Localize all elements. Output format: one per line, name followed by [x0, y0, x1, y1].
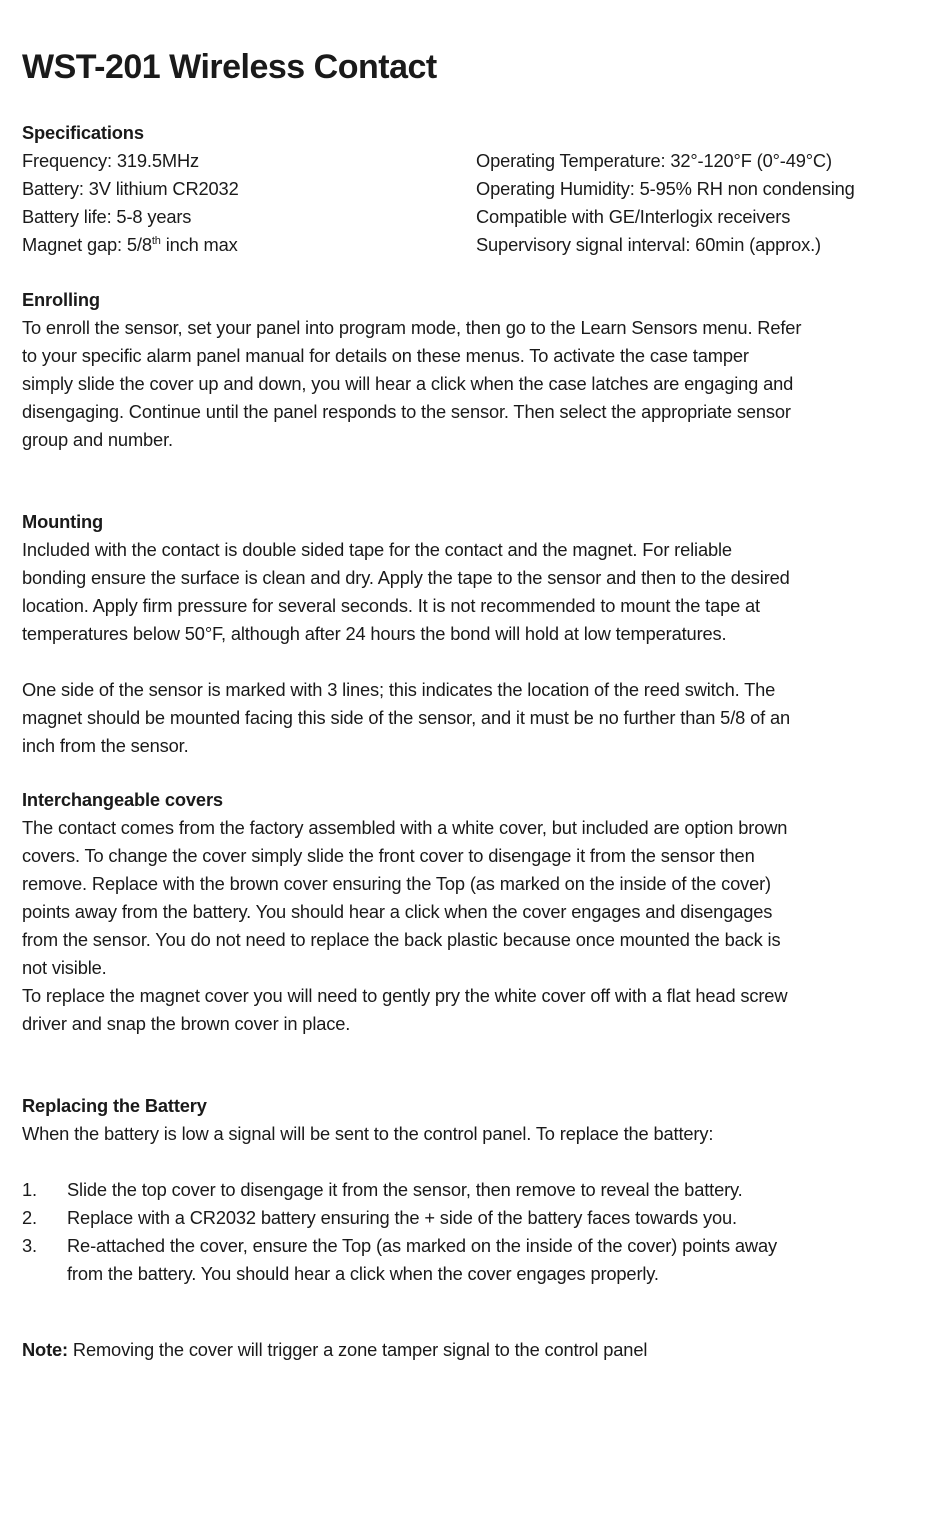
text-line: from the sensor. You do not need to replace the back plastic because once mounted the back is — [22, 929, 781, 950]
text-line: group and number. — [22, 429, 173, 450]
spec-battery: Battery: 3V lithium CR2032 — [22, 178, 239, 199]
specifications-section — [22, 119, 239, 259]
text-line: remove. Replace with the brown cover ensuring the Top (as marked on the inside of the cover) — [22, 873, 771, 894]
battery-section — [22, 1092, 777, 1288]
text-line: One side of the sensor is marked with 3 lines; this indicates the location of the reed switch. The — [22, 679, 776, 700]
text-line: inch from the sensor. — [22, 735, 189, 756]
list-item-text: from the battery. You should hear a click when the cover engages properly. — [67, 1263, 659, 1284]
list-number: 3. — [22, 1235, 37, 1256]
magnet-gap-prefix: Magnet gap: 5/8 — [22, 234, 152, 255]
list-item — [22, 1232, 777, 1260]
section-heading: Mounting — [22, 511, 104, 532]
text-line: location. Apply firm pressure for several seconds. It is not recommended to mount the tape at — [22, 595, 760, 616]
section-heading: Replacing the Battery — [22, 1095, 207, 1116]
list-number: 1. — [22, 1179, 37, 1200]
text-line: The contact comes from the factory assembled with a white cover, but included are option brown — [22, 817, 788, 838]
magnet-gap-suffix: inch max — [160, 234, 238, 255]
text-line: points away from the battery. You should hear a click when the cover engages and disengages — [22, 901, 773, 922]
document-title: WST-201 Wireless Contact — [22, 48, 437, 86]
section-heading: Enrolling — [22, 289, 100, 310]
text-line: simply slide the cover up and down, you will hear a click when the case latches are engaging and — [22, 373, 794, 394]
text-line: bonding ensure the surface is clean and dry. Apply the tape to the sensor and then to the desired — [22, 567, 790, 588]
list-item — [22, 1204, 777, 1232]
list-item-text: Re-attached the cover, ensure the Top (as marked on the inside of the cover) points away — [67, 1235, 777, 1256]
enrolling-section — [22, 286, 801, 454]
paragraph — [22, 814, 787, 1038]
text-line: Included with the contact is double sided tape for the contact and the magnet. For reliable — [22, 539, 732, 560]
spec-supervisory: Supervisory signal interval: 60min (approx.) — [476, 234, 821, 255]
text-line: driver and snap the brown cover in place. — [22, 1013, 351, 1034]
section-heading: Interchangeable covers — [22, 789, 223, 810]
mounting-reed-switch-paragraph — [22, 676, 790, 760]
text-line: temperatures below 50°F, although after 24 hours the bond will hold at low temperatures. — [22, 623, 727, 644]
spec-temperature: Operating Temperature: 32°-120°F (0°-49°C) — [476, 150, 832, 171]
section-heading: Specifications — [22, 122, 144, 143]
spec-humidity: Operating Humidity: 5-95% RH non condensing — [476, 178, 855, 199]
text-line: magnet should be mounted facing this side of the sensor, and it must be no further than 5/8 of an — [22, 707, 790, 728]
spec-magnet-gap — [22, 231, 239, 259]
note-text: Removing the cover will trigger a zone tamper signal to the control panel — [67, 1339, 648, 1360]
spec-frequency: Frequency: 319.5MHz — [22, 150, 199, 171]
list-item-text: Slide the top cover to disengage it from the sensor, then remove to reveal the battery. — [67, 1179, 743, 1200]
text-line: to your specific alarm panel manual for details on these menus. To activate the case tamper — [22, 345, 749, 366]
list-number: 2. — [22, 1207, 37, 1228]
note-label: Note: — [22, 1339, 68, 1360]
battery-intro: When the battery is low a signal will be sent to the control panel. To replace the battery: — [22, 1123, 714, 1144]
covers-section — [22, 786, 787, 1038]
list-item-text: Replace with a CR2032 battery ensuring the + side of the battery faces towards you. — [67, 1207, 737, 1228]
text-line: disengaging. Continue until the panel responds to the sensor. Then select the appropriate sensor — [22, 401, 791, 422]
text-line: To replace the magnet cover you will need to gently pry the white cover off with a flat head screw — [22, 985, 788, 1006]
list-item — [22, 1176, 777, 1204]
note — [22, 1336, 647, 1364]
text-line: To enroll the sensor, set your panel into program mode, then go to the Learn Sensors menu. Refer — [22, 317, 802, 338]
magnet-gap-sup: th — [151, 235, 161, 247]
battery-steps-list — [22, 1176, 777, 1288]
text-line: not visible. — [22, 957, 107, 978]
spec-battery-life: Battery life: 5-8 years — [22, 206, 192, 227]
paragraph — [22, 314, 801, 454]
paragraph — [22, 676, 790, 760]
mounting-section — [22, 508, 790, 648]
list-item — [22, 1260, 777, 1288]
spec-compatibility: Compatible with GE/Interlogix receivers — [476, 206, 791, 227]
specifications-right-column — [476, 147, 855, 259]
paragraph — [22, 536, 790, 648]
text-line: covers. To change the cover simply slide the front cover to disengage it from the sensor then — [22, 845, 755, 866]
